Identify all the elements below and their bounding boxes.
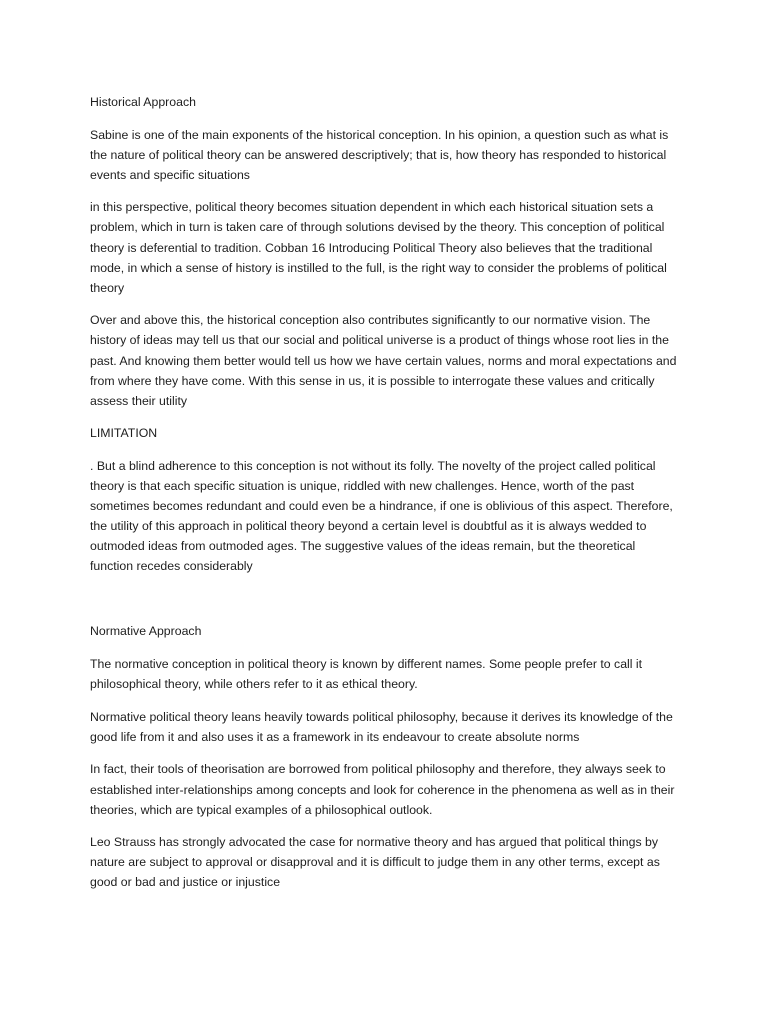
paragraph: Over and above this, the historical conception also contributes significantly to our normative vision. The history of ideas may tell us that our social and political universe is a product of things whose root lies in the past. And knowing them better would tell us how we have certain values, norms and moral expectations and from where they have come. With this sense in us, it is possible to interrogate these values and critically assess their utility xyxy=(90,313,677,408)
paragraph: Leo Strauss has strongly advocated the case for normative theory and has argued that political things by nature are subject to approval or disapproval and it is difficult to judge them in any other terms, except as good or bad and justice or injustice xyxy=(90,835,660,890)
section-spacer xyxy=(90,589,680,622)
section-heading-limitation: LIMITATION xyxy=(90,426,158,441)
document-body xyxy=(90,92,680,905)
paragraph: . But a blind adherence to this conception is not without its folly. The novelty of the project called political theory is that each specific situation is unique, riddled with new challenges. Hence, worth of the past sometimes becomes redundant and could even be a hindrance, if one is oblivious of this aspect. Therefore, the utility of this approach in political theory beyond a certain level is doubtful as it is always wedded to outmoded ideas from outmoded ages. The suggestive values of the ideas remain, but the theoretical function recedes considerably xyxy=(90,458,673,574)
paragraph: in this perspective, political theory becomes situation dependent in which each historical situation sets a problem, which in turn is taken care of through solutions devised by the theory. This conception of political theory is deferential to tradition. Cobban 16 Introducing Political Theory also believes that the traditional mode, in which a sense of history is instilled to the full, is the right way to consider the problems of political theory xyxy=(90,200,667,295)
section-heading-normative: Normative Approach xyxy=(90,624,202,639)
paragraph: The normative conception in political theory is known by different names. Some people prefer to call it philosophical theory, while others refer to it as ethical theory. xyxy=(90,657,643,692)
section-heading-historical: Historical Approach xyxy=(90,95,196,109)
paragraph: Normative political theory leans heavily towards political philosophy, because it derives its knowledge of the good life from it and also uses it as a framework in its endeavour to create absolute norms xyxy=(90,709,673,744)
paragraph: In fact, their tools of theorisation are borrowed from political philosophy and therefore, they always seek to established inter-relationships among concepts and look for coherence in the phenomena as well as in their theories, which are typical examples of a philosophical outlook. xyxy=(90,762,675,817)
paragraph: Sabine is one of the main exponents of the historical conception. In his opinion, a question such as what is the nature of political theory can be answered descriptively; that is, how theory has responded to historical events and specific situations xyxy=(90,127,669,182)
